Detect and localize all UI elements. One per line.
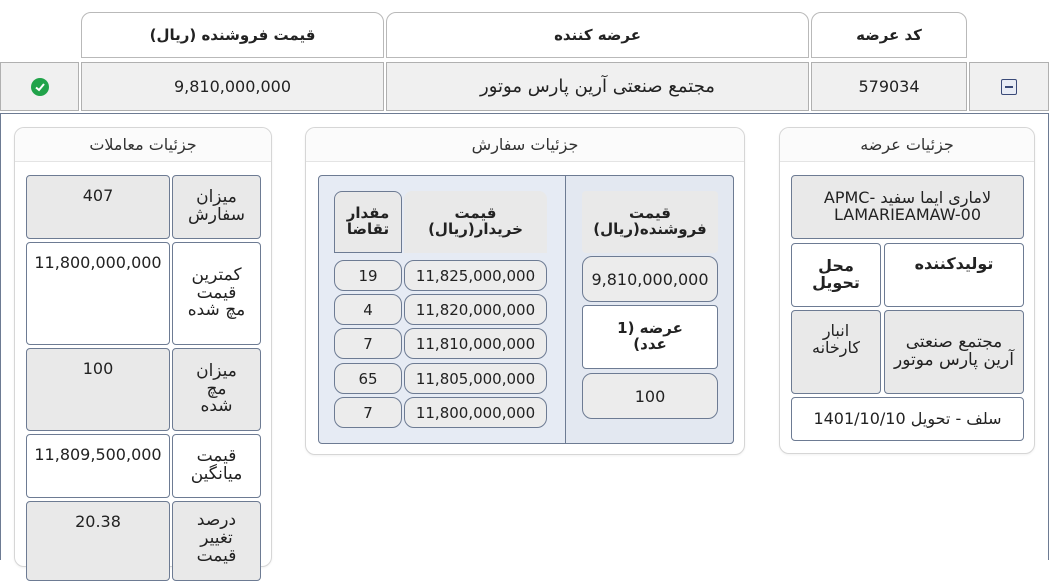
bid-price: 11,800,000,000 [404,397,547,428]
bid-qty: 4 [334,294,402,325]
row-supplier: مجتمع صنعتی آرین پارس موتور [386,62,809,111]
row-offer-code: 579034 [811,62,967,111]
supply-value: 100 [582,373,718,419]
producer-label: تولیدکننده [884,243,1024,307]
trade-value: 20.38 [26,501,170,581]
trade-value: 11,809,500,000 [26,434,170,498]
demand-qty-label: مقدار تقاضا [334,191,402,253]
trade-value: 11,800,000,000 [26,242,170,345]
bid-qty: 65 [334,363,402,394]
header-seller-price: قیمت فروشنده (ریال) [81,12,384,58]
header-supplier: عرضه کننده [386,12,809,58]
product-name: لاماری ایما سفید -APMC LAMARIEAMAW-00 [791,175,1024,239]
bid-price: 11,810,000,000 [404,328,547,359]
trade-label: میزان سفارش [172,175,261,239]
header-offer-code: کد عرضه [811,12,967,58]
bid-price: 11,825,000,000 [404,260,547,291]
trade-label: میزان مچ شده [172,348,261,431]
trade-details-title: جزئیات معاملات [15,128,271,162]
trade-label: درصد تغییر قیمت [172,501,261,581]
delivery-place-label: محل تحویل [791,243,881,307]
supply-label: عرضه (1 عدد) [582,305,718,369]
bid-qty: 7 [334,397,402,428]
trade-label: قیمت میانگین [172,434,261,498]
trade-label: کمترین قیمت مچ شده [172,242,261,345]
offer-details-title: جزئیات عرضه [780,128,1034,162]
producer-value: مجتمع صنعتی آرین پارس موتور [884,310,1024,394]
delivery-place-value: انبار کارخانه [791,310,881,394]
seller-price-label: قیمت فروشنده(ریال) [582,191,718,253]
check-circle-icon [31,78,49,96]
row-status [0,62,79,111]
bid-qty: 19 [334,260,402,291]
seller-price-value: 9,810,000,000 [582,256,718,302]
trade-details-panel [14,127,272,567]
offer-details-panel [779,127,1035,454]
row-seller-price: 9,810,000,000 [81,62,384,111]
order-details-panel [305,127,745,455]
order-details-title: جزئیات سفارش [306,128,744,162]
trade-value: 100 [26,348,170,431]
expand-toggle[interactable] [969,62,1049,111]
bid-qty: 7 [334,328,402,359]
bid-price: 11,805,000,000 [404,363,547,394]
buyer-price-label: قیمت خریدار(ریال) [404,191,547,253]
bid-price: 11,820,000,000 [404,294,547,325]
delivery-type: سلف - تحویل 1401/10/10 [791,397,1024,441]
minus-square-icon[interactable] [1001,79,1017,95]
trade-value: 407 [26,175,170,239]
